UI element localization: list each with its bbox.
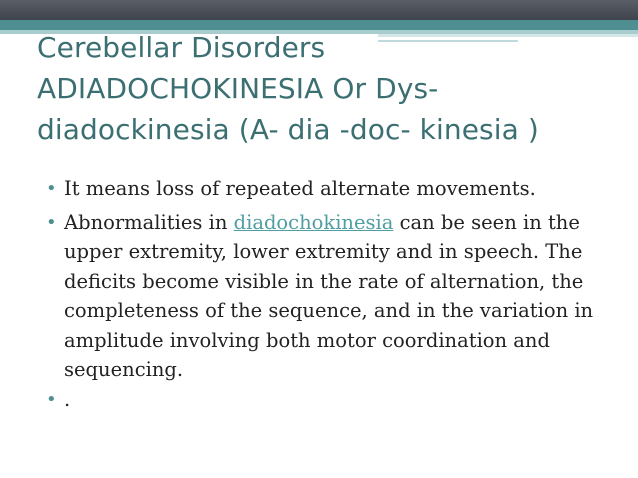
bullet-item	[46, 174, 606, 204]
bullet-item	[46, 208, 606, 385]
title-line-2: ADIADOCHOKINESIA Or Dys-	[37, 72, 439, 105]
title-line-3: diadockinesia (A- dia -doc- kinesia )	[37, 113, 539, 146]
bullet-item	[46, 385, 606, 415]
title-line-1: Cerebellar Disorders	[37, 31, 326, 64]
slide-title	[37, 27, 627, 150]
bullet-text-before: Abnormalities in	[64, 210, 234, 234]
top-band	[0, 0, 638, 20]
diadochokinesia-link[interactable]: diadochokinesia	[233, 210, 394, 234]
bullet-icon: •	[46, 211, 57, 233]
bullet-text: .	[64, 387, 71, 411]
bullet-text: It means loss of repeated alternate movements.	[64, 177, 536, 200]
bullet-icon: •	[46, 178, 57, 199]
bullet-text-after: can be seen in the upper extremity, lower extremity and in speech. The deficits become visible in the rate of alternation, the completeness of the sequence, and in the variation in amplitude involving both motor coordination and sequencing.	[64, 210, 594, 381]
bullet-list	[46, 174, 606, 414]
bullet-icon: •	[46, 388, 57, 410]
